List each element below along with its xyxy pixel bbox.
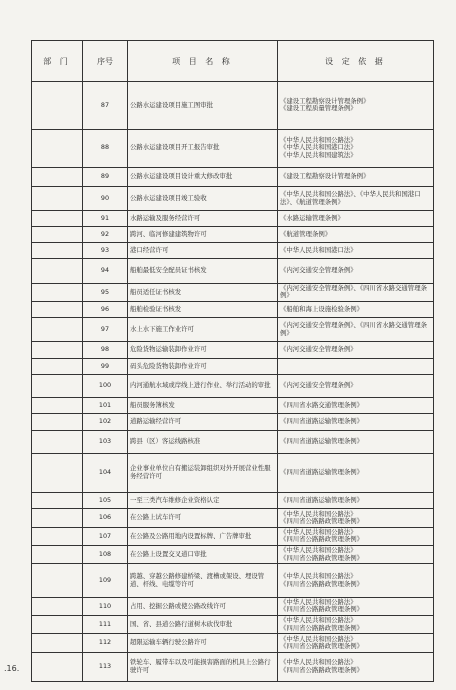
item-name-cell: 水路运输及服务经营许可 <box>128 210 278 226</box>
basis-cell: 《中华人民共和国公路法》 《中华人民共和国港口法》 《中华人民共和国建筑法》 <box>278 129 434 167</box>
dept-cell <box>32 342 83 358</box>
dept-cell <box>32 527 83 545</box>
seq-cell: 112 <box>83 634 128 652</box>
basis-cell: 《中华人民共和国公路法》 《四川省公路路政管理条例》 <box>278 616 434 634</box>
table-row <box>32 564 434 598</box>
seq-cell: 104 <box>83 453 128 492</box>
dept-cell <box>32 616 83 634</box>
dept-cell <box>32 243 83 259</box>
dept-cell <box>32 430 83 453</box>
basis-cell: 《四川省水路交通管理条例》 <box>278 398 434 414</box>
item-name-cell: 跨越、穿越公路修建桥梁、渡槽或架设、埋设管道、杆线、电缆等许可 <box>128 564 278 598</box>
dept-cell <box>32 358 83 374</box>
basis-cell: 《中华人民共和国公路法》 《四川省公路路政管理条例》 <box>278 652 434 681</box>
item-name-cell: 跨县（区）客运线路核准 <box>128 430 278 453</box>
seq-cell: 95 <box>83 283 128 301</box>
seq-cell: 103 <box>83 430 128 453</box>
item-name-cell: 超限运输车辆行驶公路许可 <box>128 634 278 652</box>
item-name-cell: 公路水运建设项目竣工验收 <box>128 187 278 210</box>
table-row <box>32 226 434 242</box>
seq-cell: 92 <box>83 226 128 242</box>
dept-cell <box>32 652 83 681</box>
basis-cell: 《内河交通安全管理条例》 <box>278 259 434 283</box>
table-row <box>32 616 434 634</box>
item-name-cell: 在公路上试车许可 <box>128 509 278 527</box>
item-name-cell: 在公路及公路用地内设置标牌、广告牌审批 <box>128 527 278 545</box>
item-name-cell: 水上水下施工作业许可 <box>128 318 278 342</box>
basis-cell: 《建设工程勘察设计管理条例》 《建设工程质量管理条例》 <box>278 82 434 130</box>
dept-cell <box>32 259 83 283</box>
item-name-cell: 在公路上设置交叉道口审批 <box>128 545 278 563</box>
seq-cell: 96 <box>83 301 128 317</box>
seq-cell: 111 <box>83 616 128 634</box>
seq-cell: 107 <box>83 527 128 545</box>
table-row <box>32 374 434 397</box>
basis-cell: 《船舶和海上设施检验条例》 <box>278 301 434 317</box>
seq-cell: 113 <box>83 652 128 681</box>
table-row <box>32 243 434 259</box>
seq-cell: 91 <box>83 210 128 226</box>
basis-cell: 《中华人民共和国公路法》 《四川省公路路政管理条例》 <box>278 634 434 652</box>
item-name-cell: 船员适任证书核发 <box>128 283 278 301</box>
table-row <box>32 453 434 492</box>
dept-cell <box>32 226 83 242</box>
basis-cell <box>278 358 434 374</box>
basis-cell: 《建设工程勘察设计管理条例》 <box>278 167 434 187</box>
dept-cell <box>32 283 83 301</box>
basis-cell: 《内河交通安全管理条例》、《四川省水路交通管理条例》 <box>278 318 434 342</box>
item-name-cell: 公路水运建设项目开工报告审批 <box>128 129 278 167</box>
table-row <box>32 493 434 509</box>
dept-cell <box>32 167 83 187</box>
header-basis: 设 定 依 据 <box>278 41 434 82</box>
seq-cell: 99 <box>83 358 128 374</box>
table-row <box>32 187 434 210</box>
seq-cell: 108 <box>83 545 128 563</box>
item-name-cell: 占用、挖掘公路或使公路改线许可 <box>128 597 278 615</box>
basis-cell: 《四川省道路运输管理条例》 <box>278 430 434 453</box>
table-row <box>32 430 434 453</box>
table-row <box>32 398 434 414</box>
basis-cell: 《内河交通安全管理条例》 <box>278 342 434 358</box>
table-row <box>32 358 434 374</box>
table-row <box>32 318 434 342</box>
seq-cell: 109 <box>83 564 128 598</box>
item-name-cell: 铁轮车、履带车以及可能损害路面的机具上公路行驶许可 <box>128 652 278 681</box>
seq-cell: 102 <box>83 414 128 430</box>
dept-cell <box>32 187 83 210</box>
table-row <box>32 545 434 563</box>
item-name-cell: 国、省、县道公路行道树木砍伐审批 <box>128 616 278 634</box>
dept-cell <box>32 398 83 414</box>
item-name-cell: 跨河、临河修建建筑物许可 <box>128 226 278 242</box>
seq-cell: 105 <box>83 493 128 509</box>
basis-cell: 《中华人民共和国公路法》 《四川省公路路政管理条例》 <box>278 597 434 615</box>
seq-cell: 88 <box>83 129 128 167</box>
seq-cell: 90 <box>83 187 128 210</box>
table-row <box>32 167 434 187</box>
table-row <box>32 597 434 615</box>
header-name: 项 目 名 称 <box>128 41 278 82</box>
basis-cell: 《中华人民共和国港口法》 <box>278 243 434 259</box>
page-number: .16. <box>4 664 20 673</box>
seq-cell: 110 <box>83 597 128 615</box>
item-name-cell: 危险货物运输装卸作业许可 <box>128 342 278 358</box>
item-name-cell: 企业事业单位自有搬运装卸组织对外开展营业性服务经营许可 <box>128 453 278 492</box>
basis-cell: 《四川省道路运输管理条例》 <box>278 493 434 509</box>
table-row <box>32 301 434 317</box>
seq-cell: 101 <box>83 398 128 414</box>
item-name-cell: 一至三类汽车维修企业资格认定 <box>128 493 278 509</box>
basis-cell: 《中华人民共和国公路法》 《四川省公路路政管理条例》 <box>278 509 434 527</box>
item-name-cell: 公路水运建设项目设计重大修改审批 <box>128 167 278 187</box>
dept-cell <box>32 414 83 430</box>
table-row <box>32 283 434 301</box>
basis-cell: 《航道管理条例》 <box>278 226 434 242</box>
seq-cell: 93 <box>83 243 128 259</box>
dept-cell <box>32 564 83 598</box>
seq-cell: 89 <box>83 167 128 187</box>
table-row <box>32 509 434 527</box>
item-name-cell: 道路运输经营许可 <box>128 414 278 430</box>
table-row <box>32 129 434 167</box>
item-name-cell: 港口经营许可 <box>128 243 278 259</box>
table-row <box>32 259 434 283</box>
seq-cell: 98 <box>83 342 128 358</box>
basis-cell: 《水路运输管理条例》 <box>278 210 434 226</box>
dept-cell <box>32 374 83 397</box>
dept-cell <box>32 82 83 130</box>
table-row <box>32 342 434 358</box>
item-name-cell: 船舶最低安全配员证书核发 <box>128 259 278 283</box>
seq-cell: 87 <box>83 82 128 130</box>
dept-cell <box>32 301 83 317</box>
table-row <box>32 82 434 130</box>
seq-cell: 94 <box>83 259 128 283</box>
dept-cell <box>32 129 83 167</box>
item-name-cell: 船员服务簿核发 <box>128 398 278 414</box>
table-row <box>32 527 434 545</box>
item-name-cell: 船舶检验证书核发 <box>128 301 278 317</box>
table-row <box>32 414 434 430</box>
seq-cell: 100 <box>83 374 128 397</box>
dept-cell <box>32 545 83 563</box>
item-name-cell: 内河通航水域或岸线上进行作业、举行活动的审批 <box>128 374 278 397</box>
basis-cell: 《四川省道路运输管理条例》 <box>278 414 434 430</box>
table-row <box>32 652 434 681</box>
dept-cell <box>32 493 83 509</box>
item-name-cell: 公路水运建设项目施工图审批 <box>128 82 278 130</box>
seq-cell: 106 <box>83 509 128 527</box>
dept-cell <box>32 597 83 615</box>
seq-cell: 97 <box>83 318 128 342</box>
basis-cell: 《中华人民共和国公路法》 《四川省公路路政管理条例》 <box>278 564 434 598</box>
table-header-row <box>32 41 434 82</box>
basis-cell: 《内河交通安全管理条例》、《四川省水路交通管理条例》 <box>278 283 434 301</box>
basis-cell: 《中华人民共和国公路法》 《四川省公路路政管理条例》 <box>278 545 434 563</box>
header-dept: 部 门 <box>32 41 83 82</box>
header-seq: 序号 <box>83 41 128 82</box>
table-row <box>32 210 434 226</box>
dept-cell <box>32 318 83 342</box>
table-body <box>32 82 434 682</box>
approval-items-table <box>31 40 434 682</box>
dept-cell <box>32 509 83 527</box>
item-name-cell: 码头危险货物装卸作业许可 <box>128 358 278 374</box>
basis-cell: 《中华人民共和国公路法》、《中华人民共和国港口法》、《航道管理条例》 <box>278 187 434 210</box>
dept-cell <box>32 634 83 652</box>
basis-cell: 《中华人民共和国公路法》 《四川省公路路政管理条例》 <box>278 527 434 545</box>
dept-cell <box>32 453 83 492</box>
table-row <box>32 634 434 652</box>
dept-cell <box>32 210 83 226</box>
basis-cell: 《四川省道路运输管理条例》 <box>278 453 434 492</box>
basis-cell: 《内河交通安全管理条例》 <box>278 374 434 397</box>
